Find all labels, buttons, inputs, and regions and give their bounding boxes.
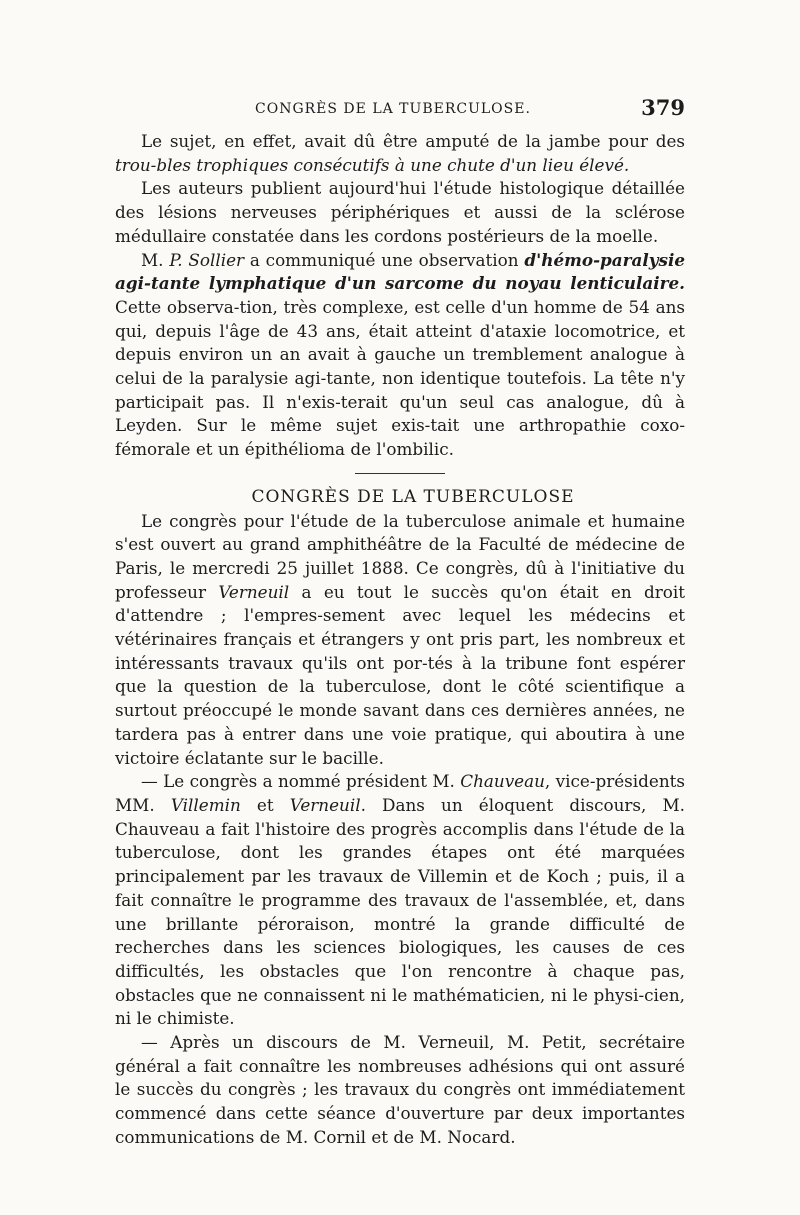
paragraph-sollier [115,249,685,462]
author-name: P. Sollier [169,249,245,270]
author-name: Verneuil [289,794,361,815]
text-run: a eu tout le succès qu'on était en droit d'attendre ; l'empres-sement avec lequel les médecins et vétérinaires français et étrangers y ont pris part, les nombreux et intéressants travaux qu'ils ont por-tés à la tribune font espérer que la question de la tuberculose, dont le côté scientifique a surtout préoccupé le monde savant dans ces dernières années, ne tardera pas à entrer dans une voie pratique, qui aboutira à une victoire éclatante sur le bacille. [115,581,685,768]
page-number: 379 [641,95,685,120]
running-title: CONGRÈS DE LA TUBERCULOSE. [255,101,531,117]
paragraph-congress-opening [115,510,685,771]
author-name: Villemin [170,794,241,815]
text-run: Le sujet, en effet, avait dû être amputé de la jambe pour des [141,131,685,151]
text-run: et [240,794,290,815]
text-run: Les auteurs publient aujourd'hui l'étude histologique détaillée des lésions nerveuses périphériques et aussi de la sclérose médullaire constatée dans les cordons postérieurs de la moelle. [115,178,685,246]
body-text [115,130,685,1150]
text-run: . Dans un éloquent discours, M. Chauveau a fait l'histoire des progrès accomplis dans l'étude de la tuberculose, dont les grandes étapes ont été marquées principalement par les travaux de Villemin et de Koch ; puis, il a fait connaître le programme des travaux de l'assemblée, et, dans une brillante péroraison, montré la grande difficulté de recherches dans les sciences biologiques, les causes de ces difficultés, les obstacles que l'on rencontre à chaque pas, obstacles que ne connaissent ni le mathématicien, ni le physi-cien, ni le chimiste. [115,794,686,1029]
paragraph-secretary [115,1031,685,1150]
text-run: — Après un discours de M. Verneuil, M. Petit, secrétaire général a fait connaître les nombreuses adhésions qui ont assuré le succès du congrès ; les travaux du congrès ont immédiatement commencé dans cette séance d'ouverture par deux importantes communications de M. Cornil et de M. Nocard. [115,1032,685,1147]
text-run: Cette observa-tion, très complexe, est celle d'un homme de 54 ans qui, depuis l'âge de 43 ans, était atteint d'ataxie locomotrice, et depuis environ un an avait à gauche un tremblement analogue à celui de la paralysie agi-tante, non identique toutefois. La tête n'y participait pas. Il n'exis-terait qu'un seul cas analogue, dû à Leyden. Sur le même sujet exis-tait une arthropathie coxo-fémorale et un épithélioma de l'ombilic. [115,296,685,460]
author-name: Chauveau [460,771,545,792]
emphasis-run: trou-bles trophiques consécutifs à une chute d'un lieu élevé. [115,154,630,175]
text-run: a communiqué une observation [244,249,525,270]
paragraph-president [115,770,685,1031]
section-title: CONGRÈS DE LA TUBERCULOSE [251,486,575,507]
text-run: M. [141,249,170,270]
emphasis-run: d'hémo-paralysie agi-tante lymphatique d'un sarcome du noyau lenticulaire. [115,249,686,294]
text-run: Le congrès pour l'étude de la tuberculose animale et humaine s'est ouvert au grand amphithéâtre de la Faculté de médecine de Paris, le mercredi 25 juillet 1888. Ce congrès, dû à l'initiative du professeur [115,510,685,602]
section-divider [355,473,445,474]
text-run: — Le congrès a nommé président M. [141,771,461,792]
author-name: Verneuil [218,581,290,602]
paragraph-amputation [115,130,685,177]
paragraph-authors [115,177,685,248]
text-run: , vice-présidents MM. [115,771,685,815]
